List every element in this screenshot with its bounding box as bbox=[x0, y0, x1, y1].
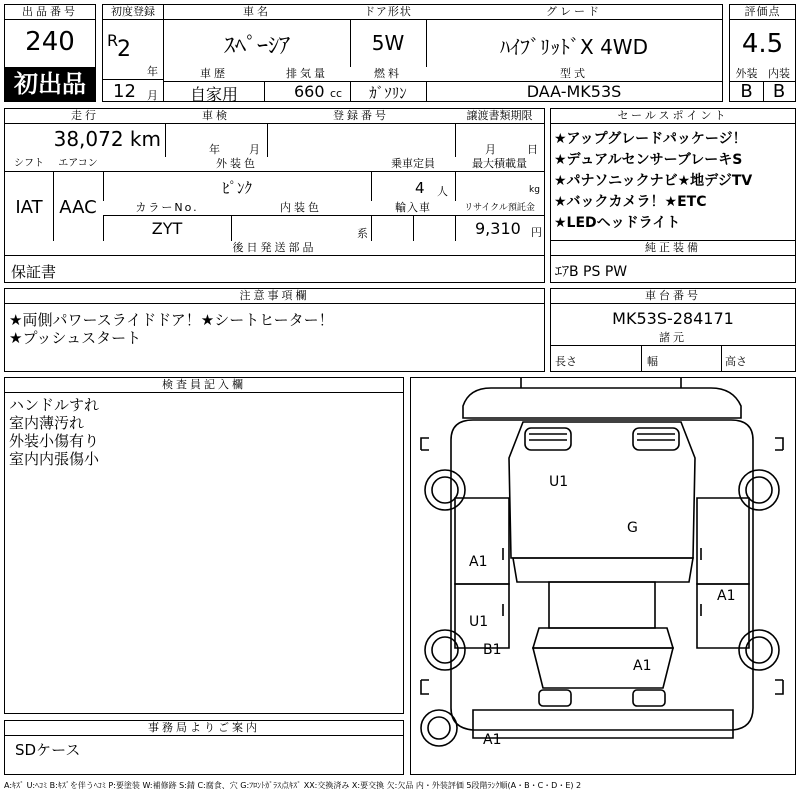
sales-points-label: セールスポイント bbox=[551, 109, 795, 124]
displacement: 660 bbox=[294, 82, 325, 101]
interior-color-label: 内装色 bbox=[231, 201, 371, 216]
vehicle-details-box bbox=[4, 108, 545, 283]
caution-box bbox=[4, 288, 545, 372]
sales-point-1: ★アップグレードパッケージ！ bbox=[554, 131, 747, 147]
chassis-box bbox=[550, 288, 796, 372]
sales-point-4: ★バックカメラ！★ETC bbox=[554, 194, 707, 210]
damage-diagram bbox=[410, 377, 796, 775]
score-label: 評価点 bbox=[730, 5, 795, 20]
lot-number-label: 出品番号 bbox=[5, 5, 95, 20]
year-unit: 年 bbox=[147, 65, 158, 78]
mileage-label: 走行 bbox=[5, 109, 165, 124]
inspector-note-1: ハンドルすれ bbox=[9, 396, 100, 414]
history-label: 車歴 bbox=[164, 67, 264, 82]
interior-grade-label: 内装 bbox=[763, 67, 795, 82]
length-label: 長さ bbox=[555, 355, 577, 368]
ac: AAC bbox=[59, 197, 97, 218]
grade: ﾊｲﾌﾞﾘｯﾄﾞX 4WD bbox=[500, 35, 648, 59]
import-label: 輸入車 bbox=[371, 201, 455, 216]
month-unit: 月 bbox=[147, 89, 158, 102]
mark-windshield: G bbox=[627, 520, 638, 536]
score: 4.5 bbox=[741, 29, 784, 59]
later-parts-label: 後日発送部品 bbox=[5, 241, 544, 256]
model-label: 型式 bbox=[426, 67, 722, 82]
interior-color-unit: 系 bbox=[357, 227, 368, 240]
chassis-number: MK53S-284171 bbox=[612, 309, 734, 328]
transfer-label: 譲渡書類期限 bbox=[455, 109, 544, 124]
mark-left-front-door: A1 bbox=[469, 554, 488, 570]
mileage: 38,072 km bbox=[53, 127, 161, 151]
first-listing-badge: 初出品 bbox=[5, 67, 95, 102]
plate-label: 登録番号 bbox=[267, 109, 455, 124]
displacement-label: 排気量 bbox=[264, 67, 350, 82]
inspector-note-3: 外装小傷有り bbox=[9, 432, 100, 450]
office-label: 事務局よりご案内 bbox=[5, 721, 403, 736]
registration-label: 初度登録 bbox=[103, 5, 163, 20]
door-type: 5W bbox=[371, 31, 405, 55]
fuel-label: 燃料 bbox=[350, 67, 426, 82]
transfer-month-unit: 月 bbox=[485, 143, 496, 156]
door-label: ドア形状 bbox=[350, 5, 426, 20]
shift-label: シフト bbox=[5, 157, 53, 172]
legend: A:ｷｽﾞ U:ﾍｺﾐ B:ｷｽﾞを伴うﾍｺﾐ P:要塗装 W:補修跡 S:錆 C:腐食、穴 G:ﾌﾛﾝﾄｶﾞﾗｽ点ｷｽﾞ XX:交換済み X:要交換 欠:欠品 内・外装評価 5段階ﾗﾝｸ順(A・B・C・D・E) 2 bbox=[4, 781, 582, 790]
fuel: ｶﾞｿﾘﾝ bbox=[369, 84, 407, 102]
sales-point-5: ★LEDヘッドライト bbox=[554, 215, 681, 231]
mark-left-rear-door: U1 bbox=[469, 614, 489, 630]
exterior-grade-label: 外装 bbox=[730, 67, 763, 82]
caution-line-2: ★プッシュスタート bbox=[9, 329, 142, 347]
inspector-note-4: 室内内張傷小 bbox=[9, 450, 100, 468]
equipment-label: 純正装備 bbox=[551, 241, 795, 256]
load-label: 最大積載量 bbox=[455, 157, 544, 172]
inspector-note-2: 室内薄汚れ bbox=[9, 414, 85, 432]
color-number: ZYT bbox=[151, 219, 183, 238]
sales-point-3: ★パナソニックナビ★地デジTV bbox=[554, 173, 753, 189]
sales-points-box bbox=[550, 108, 796, 241]
office-box bbox=[4, 720, 404, 775]
inspection-month-unit: 月 bbox=[249, 143, 260, 156]
inspection-year-unit: 年 bbox=[209, 143, 220, 156]
mark-roof-front: U1 bbox=[549, 474, 569, 490]
width-label: 幅 bbox=[647, 355, 658, 368]
score-box bbox=[729, 4, 796, 102]
car-name: ｽﾍﾟｰｼｱ bbox=[223, 34, 290, 59]
exterior-color-label: 外装色 bbox=[103, 157, 371, 172]
inspector-box bbox=[4, 377, 404, 714]
dimensions-label: 諸元 bbox=[551, 331, 795, 346]
model: DAA-MK53S bbox=[526, 82, 622, 101]
height-label: 高さ bbox=[725, 355, 747, 368]
exterior-color: ﾋﾟﾝｸ bbox=[221, 179, 252, 197]
grade-label: グレード bbox=[426, 5, 722, 20]
capacity-unit: 人 bbox=[437, 185, 448, 198]
car-diagram-svg bbox=[411, 378, 795, 774]
registration-era: R bbox=[107, 31, 119, 50]
mark-right-side: A1 bbox=[717, 588, 736, 604]
registration-year: 2 bbox=[117, 37, 131, 62]
caution-label: 注意事項欄 bbox=[5, 289, 544, 304]
exterior-grade: B bbox=[740, 81, 753, 102]
capacity-label: 乗車定員 bbox=[371, 157, 455, 172]
recycle-label: リサイクル預託金 bbox=[455, 201, 544, 216]
displacement-unit: cc bbox=[330, 87, 343, 100]
lot-number-box bbox=[4, 4, 96, 102]
car-name-label: 車名 bbox=[164, 5, 350, 20]
shift: IAT bbox=[15, 197, 43, 218]
registration-box bbox=[102, 4, 164, 102]
history: 自家用 bbox=[189, 85, 238, 104]
caution-line-1: ★両側パワースライドドア！★シートヒーター！ bbox=[9, 311, 334, 329]
equipment-box bbox=[550, 240, 796, 283]
equipment: ｴｱB PS PW bbox=[555, 264, 628, 280]
load-unit: kg bbox=[529, 185, 540, 195]
registration-month: 12 bbox=[113, 81, 136, 102]
lot-number: 240 bbox=[25, 27, 75, 57]
later-parts: 保証書 bbox=[11, 263, 57, 281]
interior-grade: B bbox=[772, 81, 786, 102]
mark-rear-bumper: A1 bbox=[483, 732, 502, 748]
main-info-box bbox=[163, 4, 723, 102]
transfer-day-unit: 日 bbox=[527, 143, 538, 156]
color-number-label: カラーNo. bbox=[103, 201, 231, 216]
mark-left-rear-quarter: B1 bbox=[483, 642, 502, 658]
mark-trunk: A1 bbox=[633, 658, 652, 674]
sales-point-2: ★デュアルセンサーブレーキS bbox=[554, 152, 743, 168]
ac-label: エアコン bbox=[53, 157, 103, 172]
chassis-label: 車台番号 bbox=[551, 289, 795, 304]
office-note: SDケース bbox=[15, 741, 81, 759]
recycle-fee: 9,310 bbox=[475, 219, 521, 238]
inspector-label: 検査員記入欄 bbox=[5, 378, 403, 393]
capacity: 4 bbox=[415, 179, 425, 197]
recycle-unit: 円 bbox=[531, 226, 542, 239]
inspection-label: 車検 bbox=[165, 109, 267, 124]
